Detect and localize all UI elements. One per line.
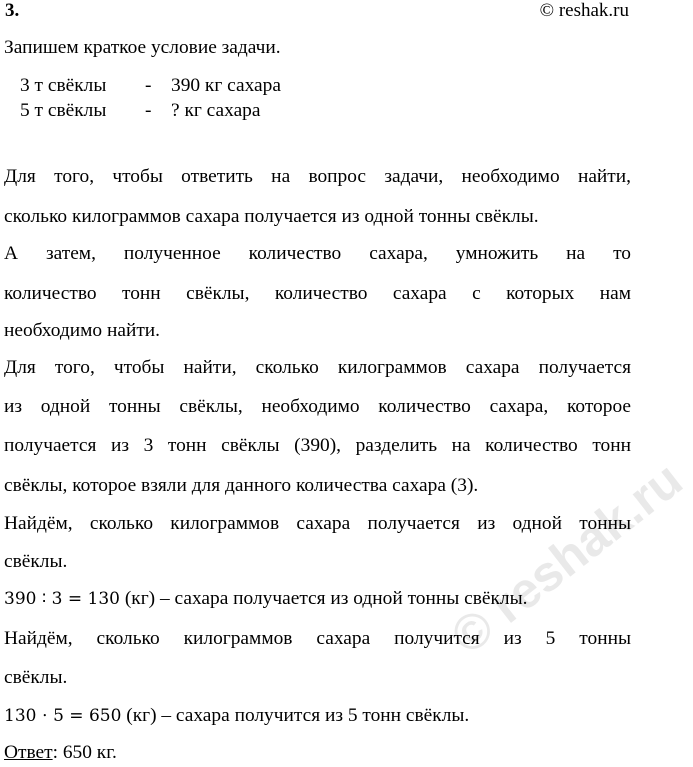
condition-left-1: 3 т свёклы [20,75,107,96]
paragraph-line: Для того, чтобы найти, сколько килограммов сахара получается [4,357,631,378]
paragraph-line: необходимо найти. [4,320,161,341]
paragraph-line: сколько килограммов сахара получается из одной тонны свёклы. [4,206,539,227]
intro-text: Запишем краткое условие задачи. [4,37,281,58]
condition-dash-2: - [145,100,152,121]
condition-right-1: 390 кг сахара [171,75,281,96]
condition-dash-1: - [145,75,152,96]
site-credit: © reshak.ru [539,0,629,21]
equation-multiplication-expr: 130 ⋅ 5 = 650 [4,706,122,726]
answer-value: : 650 кг. [52,742,117,763]
paragraph-line: свёклы, которое взяли для данного количества сахара (3). [4,475,479,496]
task-number: 3. [5,0,20,21]
paragraph-line: Найдём, сколько килограммов сахара получится из 5 тонны [4,628,631,649]
paragraph-line: свёклы. [4,551,68,572]
condition-left-2: 5 т свёклы [20,100,107,121]
equation-division [4,588,527,610]
watermark: © reshak.ru [440,450,693,665]
paragraph-line: А затем, полученное количество сахара, умножить на то [4,243,631,264]
paragraph-line: Для того, чтобы ответить на вопрос задачи, необходимо найти, [4,166,631,187]
paragraph-line: получается из 3 тонн свёклы (390), разделить на количество тонн [4,435,631,456]
watermark-text: reshak.ru [480,450,693,634]
equation-division-text: (кг) – сахара получается из одной тонны свёклы. [120,588,528,609]
paragraph-line: количество тонн свёклы, количество сахара с которых нам [4,283,631,304]
paragraph-line: Найдём, сколько килограммов сахара получается из одной тонны [4,513,631,534]
answer [4,742,117,764]
paragraph-line: из одной тонны свёклы, необходимо количество сахара, которое [4,396,631,417]
condition-right-2: ? кг сахара [171,100,261,121]
paragraph-line: свёклы. [4,667,68,688]
equation-multiplication-text: (кг) – сахара получится из 5 тонн свёклы. [121,705,470,726]
answer-label: Ответ [4,742,53,763]
equation-division-expr: 390 ∶ 3 = 130 [4,589,120,609]
equation-multiplication [4,705,469,727]
